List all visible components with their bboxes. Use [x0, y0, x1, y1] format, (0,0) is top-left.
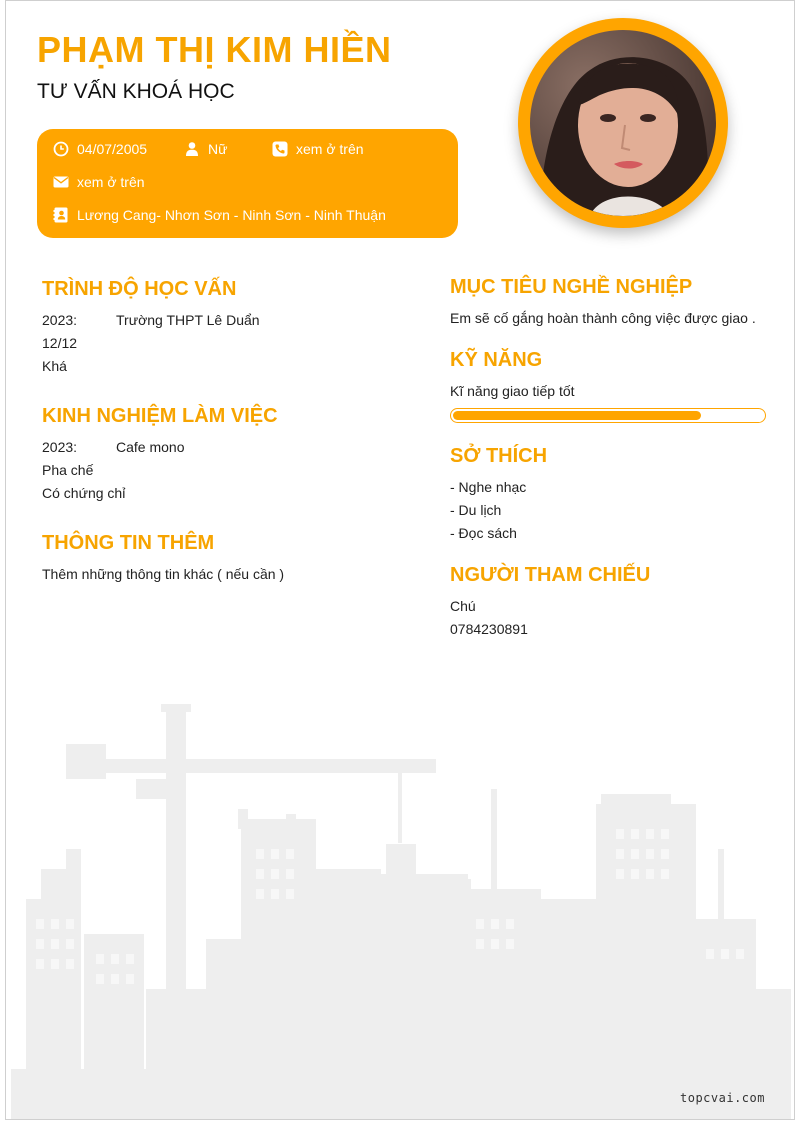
city-skyline-illustration [6, 689, 794, 1119]
job-position: TƯ VẤN KHOÁ HỌC [37, 80, 235, 103]
cv-page [5, 0, 795, 1120]
additional-info-title: THÔNG TIN THÊM [42, 532, 215, 554]
footer-brand: topcvai.com [680, 1091, 765, 1105]
envelope-icon [53, 174, 69, 190]
hobbies-title: SỞ THÍCH [450, 445, 548, 467]
references-title: NGƯỜI THAM CHIẾU [450, 564, 651, 586]
objective-title: MỤC TIÊU NGHỀ NGHIỆP [450, 276, 693, 298]
hobby-item: - Nghe nhạc [450, 479, 527, 495]
contact-dob [53, 141, 147, 157]
email-value: xem ở trên [77, 174, 145, 190]
avatar [530, 30, 716, 216]
gender-value: Nữ [208, 141, 228, 157]
education-school: Trường THPT Lê Duẩn [116, 312, 260, 328]
contact-email [53, 174, 145, 190]
skill-name: Kĩ năng giao tiếp tốt [450, 383, 575, 399]
address-value: Lương Cang- Nhơn Sơn - Ninh Sơn - Ninh Thuận [77, 207, 386, 223]
experience-detail-1: Pha chế [42, 462, 94, 478]
education-detail-1: 12/12 [42, 335, 78, 351]
education-detail-2: Khá [42, 358, 67, 374]
objective-text: Em sẽ cố gắng hoàn thành công việc được giao . [450, 310, 756, 326]
user-icon [184, 141, 200, 157]
education-title: TRÌNH ĐỘ HỌC VẤN [42, 278, 237, 300]
dob-value: 04/07/2005 [77, 141, 148, 157]
experience-detail-2: Có chứng chỉ [42, 485, 126, 501]
experience-title: KINH NGHIỆM LÀM VIỆC [42, 405, 278, 427]
candidate-name: PHẠM THỊ KIM HIỀN [37, 29, 392, 70]
reference-phone: 0784230891 [450, 621, 528, 637]
experience-year: 2023: [42, 439, 78, 455]
contact-gender [184, 141, 227, 157]
reference-name: Chú [450, 598, 476, 614]
hobby-item: - Du lịch [450, 502, 502, 518]
contact-info-box [37, 129, 458, 238]
skills-title: KỸ NĂNG [450, 349, 543, 371]
additional-info-text: Thêm những thông tin khác ( nếu cần ) [42, 566, 285, 582]
skill-level-bar [450, 408, 766, 423]
experience-company: Cafe mono [116, 439, 185, 455]
phone-icon [272, 141, 288, 157]
address-book-icon [53, 207, 69, 223]
skill-level-fill [453, 411, 701, 420]
contact-phone [272, 141, 364, 157]
education-year: 2023: [42, 312, 78, 328]
hobby-item: - Đọc sách [450, 525, 517, 541]
avatar-frame [518, 18, 728, 228]
contact-address [53, 207, 386, 223]
phone-value: xem ở trên [296, 141, 364, 157]
clock-icon [53, 141, 69, 157]
